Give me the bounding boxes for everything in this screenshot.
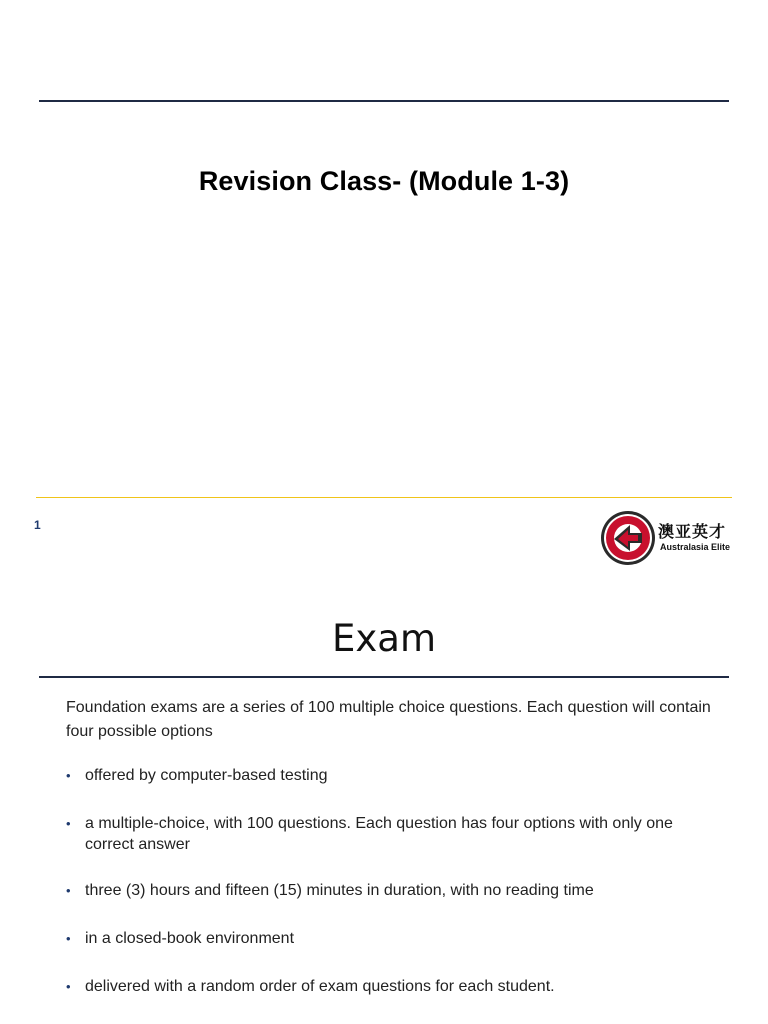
bullet-dot-icon: • xyxy=(66,816,71,831)
page-number: 1 xyxy=(34,518,41,532)
logo-emblem-icon xyxy=(600,509,656,567)
bullet-dot-icon: • xyxy=(66,768,71,783)
logo-chinese-text: 澳亚英才 xyxy=(658,524,727,541)
exam-bullet-list xyxy=(66,765,726,997)
bullet-text: three (3) hours and fifteen (15) minutes in duration, with no reading time xyxy=(85,882,594,899)
slide-divider xyxy=(36,497,732,498)
company-logo xyxy=(600,509,735,567)
list-item xyxy=(66,880,726,901)
list-item xyxy=(66,765,726,786)
exam-title-rule xyxy=(39,676,729,678)
bullet-text: offered by computer-based testing xyxy=(85,767,328,784)
top-rule xyxy=(39,100,729,102)
bullet-dot-icon: • xyxy=(66,883,71,898)
exam-title: Exam xyxy=(332,617,436,660)
list-item xyxy=(66,928,726,949)
exam-intro: Foundation exams are a series of 100 multiple choice questions. Each question will contain four possible options xyxy=(66,699,711,740)
bullet-text: a multiple-choice, with 100 questions. Each question has four options with only one correct answer xyxy=(85,815,673,853)
bullet-dot-icon: • xyxy=(66,979,71,994)
bullet-text: in a closed-book environment xyxy=(85,930,295,947)
bullet-dot-icon: • xyxy=(66,931,71,946)
bullet-text: delivered with a random order of exam questions for each student. xyxy=(85,978,555,995)
logo-english-text: Australasia Elite xyxy=(660,542,731,552)
list-item xyxy=(66,813,726,855)
list-item xyxy=(66,976,726,997)
slide-title: Revision Class- (Module 1-3) xyxy=(198,166,570,196)
